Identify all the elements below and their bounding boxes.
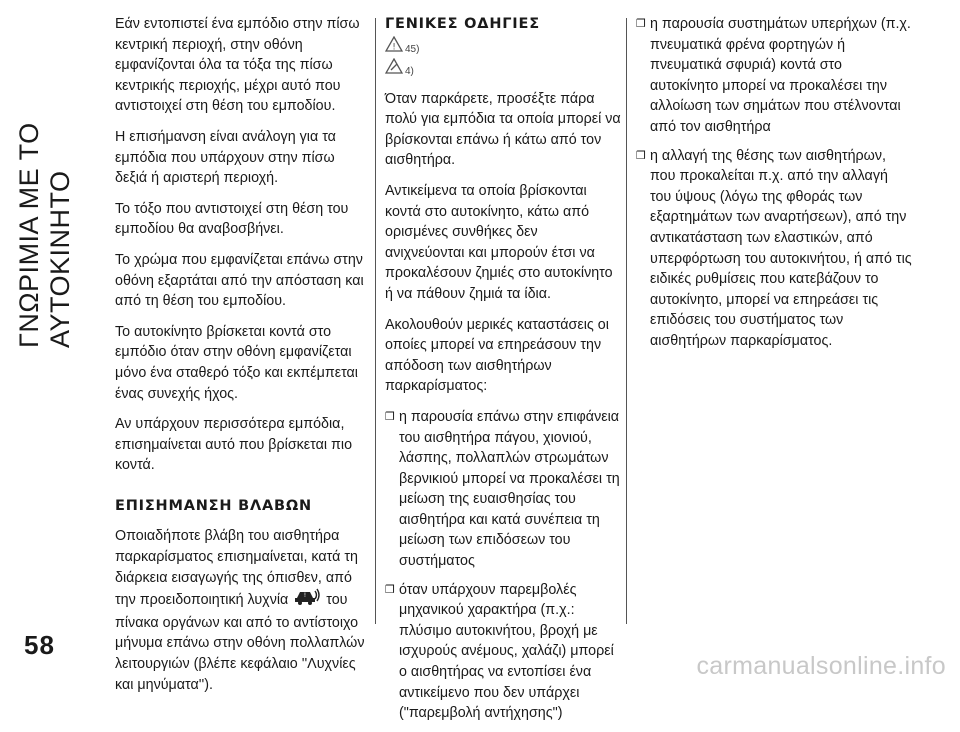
list-item-text: η παρουσία συστημάτων υπερήχων (π.χ. πνευματικά φρένα φορτηγών ή πνευματικά σφυριά) κοντά στο αυτοκίνητο μπορεί να προκαλέσει την αλλοίωση των σημάτων που στέλνονται από τον αισθητήρα (650, 16, 911, 135)
paragraph: Ακολουθούν μερικές καταστάσεις οι οποίες μπορεί να επηρεάσουν την απόδοση των αισθητήρων παρκαρίσματος: (385, 316, 609, 395)
list-item-text: η αλλαγή της θέσης των αισθητήρων, που προκαλείται π.χ. από την αλλαγή του ύψους (λόγω της φθοράς των εξαρτημάτων των αναρτήσεων), από την αντικατάσταση των ελαστικών, από υπερφόρτωση του αυτοκινήτου, ή από τις ειδικές ρυθμίσεις που κατεβάζουν το αυτοκίνητο, μπορεί να επηρεάσει τις επιδόσεις του συστήματος των αισθητήρων παρκαρίσματος. (650, 147, 912, 349)
list-item-text: όταν υπάρχουν παρεμβολές μηχανικού χαρακτήρα (π.χ.: πλύσιμο αυτοκινήτου, βροχή με ισχυρούς ανέμους, χαλάζι) μπορεί ο αισθητήρας να εντοπίσει ένα αντικείμενο που δεν υπάρχει ("παρεμβολή αντήχησης") (399, 581, 614, 722)
watermark: carmanualsonline.info (696, 652, 946, 680)
column-divider-left (375, 18, 376, 624)
paragraph: Αν υπάρχουν περισσότερα εμπόδια, επισημαίνεται αυτό που βρίσκεται πιο κοντά. (115, 416, 353, 474)
paragraph: Εάν εντοπιστεί ένα εμπόδιο στην πίσω κεντρική περιοχή, στην οθόνη εμφανίζονται όλα τα τόξα της πίσω κεντρικής περιοχής, μέχρι αυτό που αντιστοιχεί στη θέση του εμποδίου. (115, 16, 360, 115)
section-heading-faults: ΕΠΙΣΗΜΑΝΣΗ ΒΛΑΒΩΝ (115, 497, 312, 514)
note-icon (385, 58, 403, 83)
list-item-text: η παρουσία επάνω στην επιφάνεια του αισθητήρα πάγου, χιονιού, λάσπης, πολλαπλών στρωμάτων βερνικιού μπορεί να προκαλέσει τη μείωση της ευαισθησίας του αισθητήρα και κατά συνέπεια τη μείωση των επιδόσεων του συστήματος (399, 408, 620, 570)
fault-paragraph (115, 526, 367, 695)
page-number: 58 (24, 630, 55, 660)
paragraph: Αντικείμενα τα οποία βρίσκονται κοντά στο αυτοκίνητο, κάτω από ορισμένες συνθήκες δεν ανιχνεύονται και μπορούν έτσι να προκαλέσουν ζημιές στο αυτοκίνητο ή να πάθουν ζημιά τα ίδια. (385, 182, 613, 302)
warning-ref-label: 45) (405, 44, 420, 55)
list-item (385, 580, 621, 724)
checkbox-bullet-icon: ❒ (385, 410, 395, 423)
chapter-title: ΓΝΩΡΙΜΙΑ ΜΕ ΤΟ ΑΥΤΟΚΙΝΗΤΟ (14, 122, 75, 348)
paragraph: Το τόξο που αντιστοιχεί στη θέση του εμποδίου θα αναβοσβήνει. (115, 200, 349, 238)
list-item (636, 146, 912, 352)
checkbox-bullet-icon: ❒ (636, 149, 646, 162)
warning-triangle-icon (385, 36, 403, 61)
note-ref-label: 4) (405, 66, 414, 77)
list-item (636, 14, 912, 138)
svg-text:!: ! (304, 592, 307, 600)
column-1 (115, 14, 367, 705)
column-3 (636, 14, 912, 360)
paragraph: Όταν παρκάρετε, προσέξτε πάρα πολύ για εμπόδια τα οποία μπορεί να βρίσκονται επάνω ή κάτω από τον αισθητήρα. (385, 90, 621, 169)
parking-sensor-warning-icon (294, 588, 320, 613)
checkbox-bullet-icon: ❒ (385, 583, 395, 596)
column-divider-right (626, 18, 627, 624)
section-heading-general: ΓΕΝΙΚΕΣ ΟΔΗΓΙΕΣ (385, 16, 540, 32)
fault-text-before: Οποιαδήποτε βλάβη του αισθητήρα παρκαρίσματος επισημαίνεται, κατά τη διάρκεια εισαγωγής της όπισθεν, από την προειδοποιητική λυχνία (115, 528, 358, 609)
paragraph: Η επισήμανση είναι ανάλογη για τα εμπόδια που υπάρχουν στην πίσω δεξιά ή αριστερή περιοχή. (115, 128, 336, 187)
paragraph: Το αυτοκίνητο βρίσκεται κοντά στο εμπόδιο όταν στην οθόνη εμφανίζεται μόνο ένα σταθερό τόξο και εκπέμπεται ένας συνεχής ήχος. (115, 323, 358, 402)
fault-text-after: του πίνακα οργάνων και από το αντίστοιχο μήνυμα επάνω στην οθόνη πολλαπλών λειτουργιών (βλέπε κεφάλαιο ''Λυχνίες και μηνύματα''). (115, 592, 365, 693)
list-item (385, 407, 621, 572)
column-2 (385, 14, 621, 732)
paragraph: Το χρώμα που εμφανίζεται επάνω στην οθόνη εξαρτάται από την απόσταση και από τη θέση του εμποδίου. (115, 251, 364, 310)
checkbox-bullet-icon: ❒ (636, 18, 646, 30)
svg-text:!: ! (392, 42, 396, 52)
warning-reference (385, 39, 621, 61)
note-reference (385, 61, 621, 83)
